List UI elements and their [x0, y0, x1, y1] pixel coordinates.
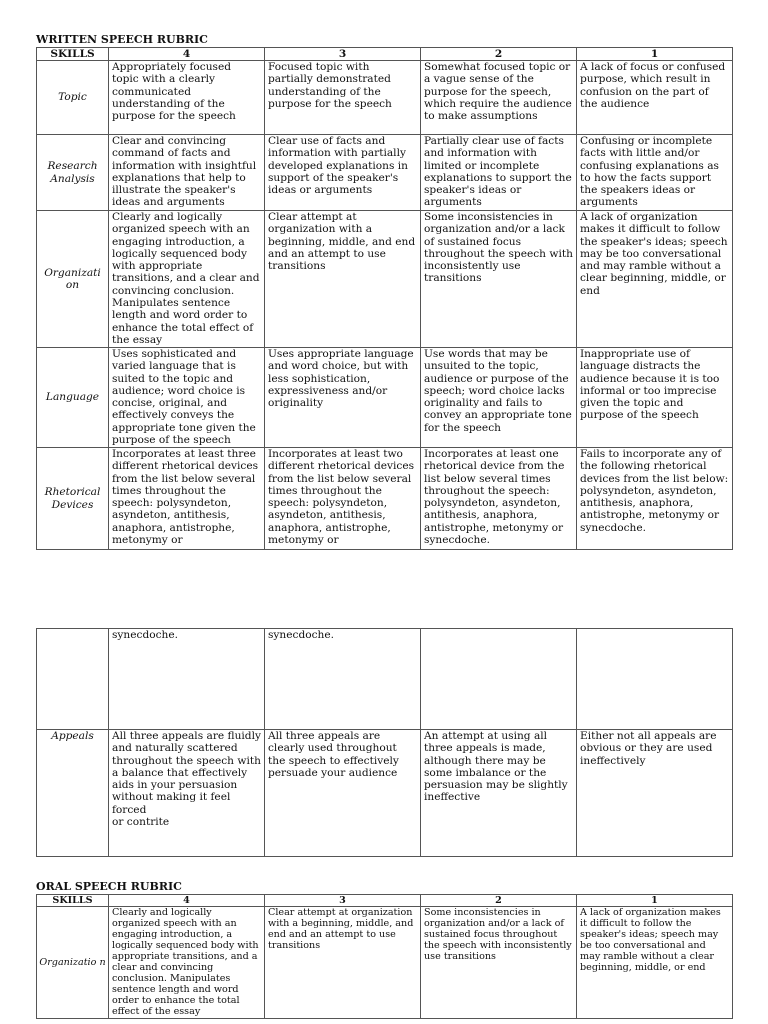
header-score-4: 4: [109, 48, 265, 61]
rubric-cell: Clear attempt at organization with a beginning, middle, and end and an attempt to use transitions: [265, 211, 421, 348]
rubric-cell: Incorporates at least three different rhetorical devices from the list below several times throughout the speech: polysyndeton, asyndeton, antithesis, anaphora, antistrophe, metonymy or: [109, 448, 265, 550]
rubric-cell: Inappropriate use of language distracts the audience because it is too informal or too imprecise given the topic and purpose of the speech: [577, 348, 733, 448]
skill-label: Appeals: [37, 730, 109, 857]
rubric-cell: All three appeals are fluidly and naturally scattered throughout the speech with a balance that effectively aids in your persuasion without making it feel forced or contrite: [109, 730, 265, 857]
rubric-cell: Incorporates at least two different rhetorical devices from the list below several times throughout the speech: polysyndeton, asyndeton, antithesis, anaphora, antistrophe, metonymy or: [265, 448, 421, 550]
oral-rubric-title: ORAL SPEECH RUBRIC: [36, 880, 182, 893]
rubric-cell: A lack of organization makes it difficult to follow the speaker's ideas; speech may be too conversational and may ramble without a clear beginning, middle, or end: [577, 211, 733, 348]
rubric-cell: Confusing or incomplete facts with little and/or confusing explanations as to how the facts support the speakers ideas or arguments: [577, 135, 733, 211]
skill-label: Organizatio n: [37, 907, 109, 1019]
rubric-cell: Clear attempt at organization with a beginning, middle, and end and an attempt to use transitions: [265, 907, 421, 1019]
rubric-cell: A lack of focus or confused purpose, which result in confusion on the part of the audience: [577, 61, 733, 135]
table-row: [37, 448, 733, 550]
header-score-2: 2: [421, 48, 577, 61]
rubric-cell: Partially clear use of facts and information with limited or incomplete explanations to support the speaker's ideas or arguments: [421, 135, 577, 211]
rubric-cell: An attempt at using all three appeals is made, although there may be some imbalance or the persuasion may be slightly ineffective: [421, 730, 577, 857]
table-row: [37, 211, 733, 348]
rubric-cell: Clear use of facts and information with partially developed explanations in support of the speaker's ideas or arguments: [265, 135, 421, 211]
header-score-2: 2: [421, 895, 577, 907]
table-row: [37, 61, 733, 135]
rubric-cell: Appropriately focused topic with a clearly communicated understanding of the purpose for the speech: [109, 61, 265, 135]
table-row: [37, 135, 733, 211]
rubric-cell: Some inconsistencies in organization and/or a lack of sustained focus throughout the speech with inconsistently use transitions: [421, 907, 577, 1019]
table-row: [37, 348, 733, 448]
skill-label: Language: [37, 348, 109, 448]
header-skills: SKILLS: [37, 48, 109, 61]
oral-rubric-table: [36, 894, 733, 1019]
rubric-cell: Use words that may be unsuited to the topic, audience or purpose of the speech; word choice lacks originality and fails to convey an appropriate tone for the speech: [421, 348, 577, 448]
header-score-4: 4: [109, 895, 265, 907]
rubric-cell: Incorporates at least one rhetorical device from the list below several times throughout the speech: polysyndeton, asyndeton, antithesis, anaphora, antistrophe, metonymy or synecdoche.: [421, 448, 577, 550]
rubric-cell: All three appeals are clearly used throughout the speech to effectively persuade your audience: [265, 730, 421, 857]
rubric-cell: synecdoche.: [109, 629, 265, 730]
header-score-1: 1: [577, 48, 733, 61]
header-score-1: 1: [577, 895, 733, 907]
written-rubric-table-continued: [36, 628, 733, 857]
rubric-cell: A lack of organization makes it difficult to follow the speaker's ideas; speech may be too conversational and may ramble without a clear beginning, middle, or end: [577, 907, 733, 1019]
written-rubric-title: WRITTEN SPEECH RUBRIC: [36, 33, 208, 46]
header-row: [37, 895, 733, 907]
header-skills: SKILLS: [37, 895, 109, 907]
rubric-cell: Clearly and logically organized speech with an engaging introduction, a logically sequenced body with appropriate transitions, and a clear and convincing conclusion. Manipulates sentence length and word order to enhance the total effect of the essay: [109, 211, 265, 348]
rubric-cell: Fails to incorporate any of the following rhetorical devices from the list below: polysyndeton, asyndeton, antithesis, anaphora, antistrophe, metonymy or synecdoche.: [577, 448, 733, 550]
rubric-cell: Somewhat focused topic or a vague sense of the purpose for the speech, which require the audience to make assumptions: [421, 61, 577, 135]
rubric-cell: Uses sophisticated and varied language that is suited to the topic and audience; word choice is concise, original, and effectively conveys the appropriate tone given the purpose of the speech: [109, 348, 265, 448]
rubric-cell: [421, 629, 577, 730]
rubric-cell: [577, 629, 733, 730]
skill-label: Organizati on: [37, 211, 109, 348]
written-rubric-table: [36, 47, 733, 550]
rubric-cell: synecdoche.: [265, 629, 421, 730]
header-score-3: 3: [265, 48, 421, 61]
rubric-cell: Some inconsistencies in organization and/or a lack of sustained focus throughout the speech with inconsistently use transitions: [421, 211, 577, 348]
skill-label: Rhetorical Devices: [37, 448, 109, 550]
table-row: [37, 907, 733, 1019]
rubric-cell: Uses appropriate language and word choice, but with less sophistication, expressiveness and/or originality: [265, 348, 421, 448]
rubric-cell: Clear and convincing command of facts and information with insightful explanations that help to illustrate the speaker's ideas and arguments: [109, 135, 265, 211]
header-score-3: 3: [265, 895, 421, 907]
rubric-cell: Either not all appeals are obvious or they are used ineffectively: [577, 730, 733, 857]
rubric-cell: Focused topic with partially demonstrated understanding of the purpose for the speech: [265, 61, 421, 135]
table-row: [37, 730, 733, 857]
rubric-cell: Clearly and logically organized speech with an engaging introduction, a logically sequenced body with appropriate transitions, and a clear and convincing conclusion. Manipulates sentence length and word order to enhance the total effect of the essay: [109, 907, 265, 1019]
skill-label: [37, 629, 109, 730]
skill-label: Research Analysis: [37, 135, 109, 211]
table-row: [37, 629, 733, 730]
skill-label: Topic: [37, 61, 109, 135]
header-row: [37, 48, 733, 61]
